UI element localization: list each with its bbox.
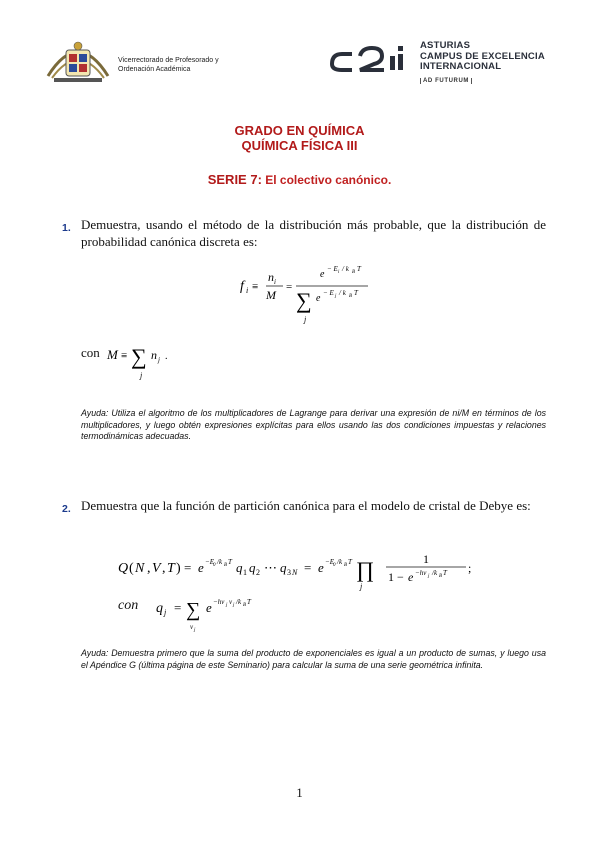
svg-text:1: 1 bbox=[423, 552, 429, 566]
svg-text:− E: − E bbox=[323, 289, 334, 297]
svg-text:(: ( bbox=[129, 561, 134, 576]
svg-text:T: T bbox=[348, 558, 352, 566]
svg-text:B: B bbox=[344, 563, 348, 568]
problem-number: 1. bbox=[62, 222, 71, 234]
svg-text:j: j bbox=[158, 356, 160, 364]
svg-text:j: j bbox=[304, 315, 307, 324]
svg-text:,: , bbox=[147, 561, 151, 576]
svg-text:1: 1 bbox=[243, 568, 247, 577]
degree-title: GRADO EN QUÍMICA bbox=[234, 123, 365, 138]
svg-text:B: B bbox=[243, 603, 247, 608]
svg-text:0: 0 bbox=[213, 563, 216, 568]
campus-line-excelencia: CAMPUS DE EXCELENCIA bbox=[420, 50, 545, 62]
svg-text:≡: ≡ bbox=[121, 350, 128, 362]
problem-hint: Ayuda: Demuestra primero que la suma del producto de exponenciales es igual a un producto de sumas, y luego usa el Apéndice G (última página de este Seminario) para calcular la suma de una serie geométrica infinita. bbox=[81, 648, 546, 670]
svg-text:−E: −E bbox=[205, 558, 214, 566]
svg-text:/k: /k bbox=[217, 558, 223, 566]
svg-text:e: e bbox=[320, 269, 325, 280]
svg-text:T: T bbox=[167, 561, 175, 576]
svg-text:j: j bbox=[360, 582, 363, 591]
svg-text:∑: ∑ bbox=[131, 344, 147, 369]
svg-text:−hν: −hν bbox=[213, 598, 225, 606]
svg-text:B: B bbox=[224, 563, 228, 568]
svg-text:T: T bbox=[443, 569, 447, 577]
ad-futurum-tag: AD FUTURUM bbox=[420, 78, 472, 84]
svg-text:∏: ∏ bbox=[356, 557, 375, 582]
svg-text:e: e bbox=[318, 560, 324, 575]
single-mode-partition-formula bbox=[154, 590, 314, 632]
svg-text:M: M bbox=[107, 347, 118, 362]
svg-text:∑: ∑ bbox=[296, 288, 312, 313]
svg-text:/ k: / k bbox=[342, 265, 349, 273]
svg-text:/k: /k bbox=[432, 569, 438, 577]
svg-text:e: e bbox=[408, 570, 414, 584]
svg-text:i: i bbox=[274, 278, 276, 286]
svg-text:e: e bbox=[206, 600, 212, 615]
serie-label: SERIE 7: bbox=[207, 172, 262, 187]
canonical-distribution-formula bbox=[236, 262, 396, 328]
svg-text:n: n bbox=[151, 348, 157, 362]
svg-text:/ k: / k bbox=[339, 289, 346, 297]
university-seal bbox=[44, 38, 112, 84]
svg-text:≡: ≡ bbox=[252, 281, 259, 293]
svg-text:Q: Q bbox=[118, 561, 129, 576]
svg-text:q: q bbox=[280, 560, 287, 575]
svg-text:q: q bbox=[236, 560, 243, 575]
svg-text:−hν: −hν bbox=[415, 569, 427, 577]
svg-text:V: V bbox=[152, 561, 161, 576]
problem-number: 2. bbox=[62, 503, 71, 515]
svg-text:B: B bbox=[352, 270, 356, 275]
campus-line-asturias: ASTURIAS bbox=[420, 40, 471, 51]
svg-text:v: v bbox=[229, 598, 233, 606]
svg-text:3: 3 bbox=[287, 568, 291, 577]
svg-text:f: f bbox=[240, 279, 244, 294]
svg-text:j: j bbox=[233, 603, 235, 608]
svg-text:−E: −E bbox=[325, 558, 334, 566]
svg-text:j: j bbox=[428, 574, 430, 579]
svg-text:i: i bbox=[338, 270, 340, 275]
problem-hint: Ayuda: Utiliza el algoritmo de los multiplicadores de Lagrange para derivar una expresión de ni/M en términos de los multiplicadores, y luego obtén expresiones explícitas para ellos usando las dos condiciones impuestas y relaciones termodinámicas adecuadas. bbox=[81, 408, 546, 441]
serie-title: El colectivo canónico. bbox=[261, 173, 392, 187]
svg-text:j: j bbox=[194, 628, 196, 632]
svg-text:B: B bbox=[349, 294, 353, 299]
svg-text:− E: − E bbox=[327, 265, 338, 273]
svg-text:;: ; bbox=[468, 561, 472, 575]
svg-text:M: M bbox=[266, 288, 276, 302]
page-number: 1 bbox=[296, 785, 303, 800]
svg-text:T: T bbox=[357, 265, 361, 273]
problem-text: Demuestra que la función de partición canónica para el modelo de cristal de Debye es: bbox=[81, 498, 531, 513]
svg-text:T: T bbox=[228, 558, 232, 566]
svg-text:v: v bbox=[190, 623, 194, 631]
svg-text:=: = bbox=[304, 560, 312, 575]
svg-text:∑: ∑ bbox=[186, 599, 201, 621]
vice-rectorate-line1: Vicerrectorado de Profesorado y bbox=[118, 57, 219, 64]
svg-text:T: T bbox=[247, 598, 251, 606]
svg-text:N: N bbox=[135, 561, 145, 576]
svg-text:): ) bbox=[176, 561, 181, 576]
svg-text:=: = bbox=[174, 600, 182, 615]
svg-text:i: i bbox=[246, 286, 249, 295]
svg-text:1 −: 1 − bbox=[388, 570, 404, 584]
svg-text:e: e bbox=[316, 293, 321, 304]
campus-line-internacional: INTERNACIONAL bbox=[420, 61, 502, 72]
svg-text:j: j bbox=[140, 371, 143, 380]
svg-text:q: q bbox=[249, 560, 256, 575]
svg-text:/k: /k bbox=[236, 598, 242, 606]
course-title: QUÍMICA FÍSICA III bbox=[241, 138, 358, 153]
problem-text: Demuestra, usando el método de la distribución más probable, que la distribución de probabilidad canónica discreta es: bbox=[81, 217, 546, 249]
normalization-formula bbox=[105, 338, 225, 380]
svg-text:=: = bbox=[184, 560, 192, 575]
con-label: con bbox=[81, 345, 100, 360]
svg-text:j: j bbox=[226, 603, 228, 608]
svg-text:j: j bbox=[335, 294, 337, 299]
svg-text:q: q bbox=[156, 601, 163, 616]
svg-text:n: n bbox=[268, 270, 274, 284]
debye-partition-function-formula bbox=[118, 545, 478, 593]
svg-text:T: T bbox=[354, 289, 358, 297]
svg-text:2: 2 bbox=[256, 568, 260, 577]
svg-text:.: . bbox=[165, 351, 168, 362]
svg-text:0: 0 bbox=[333, 563, 336, 568]
svg-text:⋯: ⋯ bbox=[264, 560, 277, 575]
svg-text:N: N bbox=[292, 568, 298, 577]
svg-text:B: B bbox=[439, 574, 443, 579]
svg-text:/k: /k bbox=[337, 558, 343, 566]
svg-text:j: j bbox=[164, 608, 167, 617]
svg-text:,: , bbox=[162, 561, 166, 576]
svg-text:=: = bbox=[286, 281, 293, 293]
vice-rectorate-line2: Ordenación Académica bbox=[118, 66, 191, 73]
svg-text:e: e bbox=[198, 560, 204, 575]
campus-logo bbox=[330, 42, 416, 74]
con-label: con bbox=[118, 598, 139, 613]
